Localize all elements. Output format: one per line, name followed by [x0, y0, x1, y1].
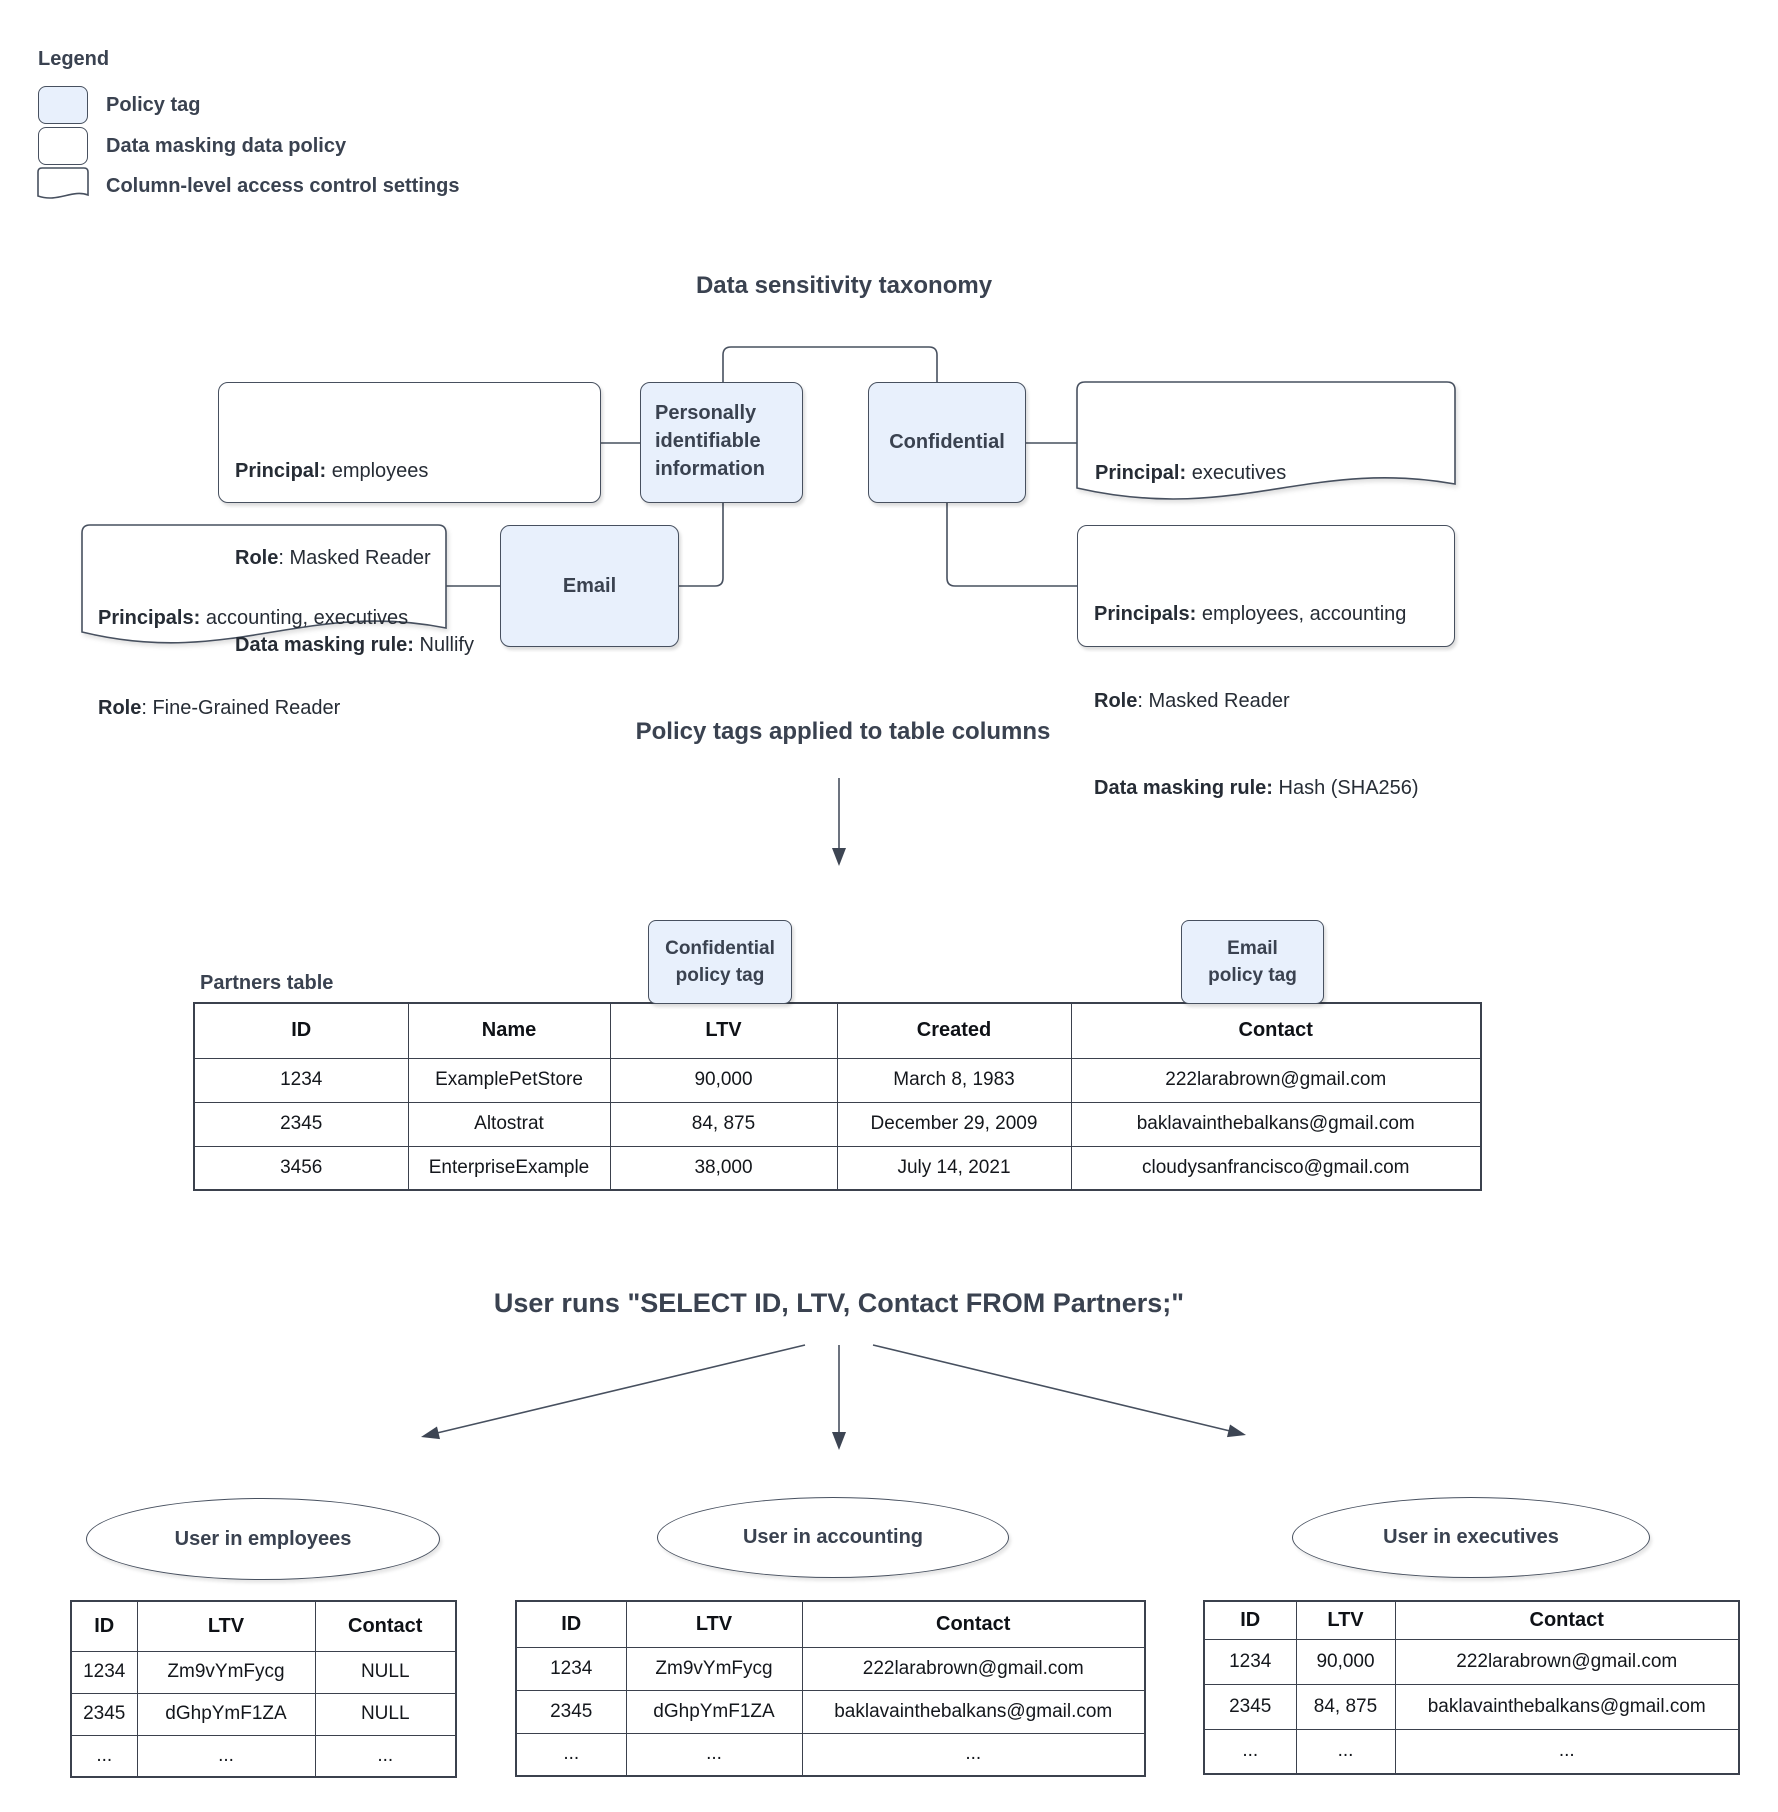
- table-header-row: [516, 1601, 1145, 1647]
- column-header: Contact: [1071, 1003, 1481, 1058]
- table-row: [194, 1146, 1481, 1190]
- legend-item-access-control: Column-level access control settings: [106, 175, 460, 197]
- cell: 2345: [1204, 1684, 1296, 1729]
- cell: ...: [626, 1733, 802, 1776]
- cell: NULL: [315, 1693, 456, 1735]
- policy-tag-confidential-label: Confidential: [889, 431, 1005, 453]
- policy-line: Role: Fine-Grained Reader: [98, 697, 341, 719]
- user-employees-ellipse: [86, 1498, 440, 1580]
- cell: March 8, 1983: [837, 1058, 1071, 1102]
- table-header-row: [194, 1003, 1481, 1058]
- connector-confidential-to-hash-policy: [947, 503, 1077, 586]
- arrow-query-right-shaft: [873, 1345, 1230, 1431]
- column-header: LTV: [137, 1601, 315, 1651]
- connector-email-to-pii: [679, 503, 723, 586]
- email-access-doc-text: [98, 543, 438, 783]
- policy-line: Principals: employees, accounting: [1094, 603, 1407, 625]
- arrowhead-query-right: [1227, 1424, 1248, 1441]
- legend-item-policy-tag: Policy tag: [106, 94, 201, 116]
- cell: 1234: [1204, 1639, 1296, 1684]
- column-header: LTV: [610, 1003, 837, 1058]
- cell: NULL: [315, 1651, 456, 1693]
- email-policy-tag-callout: [1181, 920, 1324, 1004]
- confidential-masking-policy-box: [1077, 525, 1455, 799]
- arrowhead-query-center: [832, 1432, 846, 1450]
- policy-line: Principal: executives: [1095, 462, 1287, 484]
- cell: ...: [71, 1735, 137, 1777]
- confidential-policy-tag-line1: Confidential: [665, 938, 775, 959]
- policy-line: Principal: employees: [235, 460, 429, 482]
- policy-line: Data masking rule: Hash (SHA256): [1094, 777, 1419, 799]
- result-table-executives: [1203, 1600, 1740, 1775]
- query-title: User runs "SELECT ID, LTV, Contact FROM Partners;": [493, 1288, 1185, 1318]
- policy-tag-email-label: Email: [562, 574, 617, 597]
- cell: 2345: [516, 1690, 626, 1733]
- user-accounting-ellipse: [657, 1497, 1009, 1578]
- email-policy-tag-line2: policy tag: [1208, 965, 1297, 986]
- column-header: LTV: [626, 1601, 802, 1647]
- user-executives-label: User in executives: [1383, 1526, 1559, 1548]
- partners-table: [193, 1002, 1482, 1191]
- legend-item-data-policy: Data masking data policy: [106, 135, 347, 157]
- policy-tag-email: [500, 525, 679, 647]
- column-header: Contact: [315, 1601, 456, 1651]
- cell: ...: [802, 1733, 1145, 1776]
- table-row: [516, 1690, 1145, 1733]
- policy-tag-swatch-icon: [38, 86, 88, 124]
- partners-table-label: Partners table: [200, 972, 334, 994]
- cell: ...: [1296, 1729, 1395, 1774]
- user-employees-label: User in employees: [174, 1527, 352, 1550]
- cell: ExamplePetStore: [408, 1058, 610, 1102]
- cell: 222larabrown@gmail.com: [1071, 1058, 1481, 1102]
- cell: EnterpriseExample: [408, 1146, 610, 1190]
- column-header: Contact: [802, 1601, 1145, 1647]
- data-policy-swatch-icon: [38, 127, 88, 165]
- table-row: [1204, 1684, 1739, 1729]
- confidential-policy-tag-callout: [648, 920, 792, 1004]
- cell: Zm9vYmFycg: [137, 1651, 315, 1693]
- table-row: [516, 1733, 1145, 1776]
- confidential-policy-tag-line2: policy tag: [675, 965, 765, 986]
- cell: 2345: [194, 1102, 408, 1146]
- legend-title: Legend: [38, 48, 110, 70]
- column-header: Contact: [1395, 1601, 1739, 1639]
- table-header-row: [71, 1601, 456, 1651]
- cell: 222larabrown@gmail.com: [802, 1647, 1145, 1690]
- table-row: [71, 1735, 456, 1777]
- arrow-query-left-shaft: [437, 1345, 805, 1433]
- cell: Altostrat: [408, 1102, 610, 1146]
- cell: December 29, 2009: [837, 1102, 1071, 1146]
- cell: 2345: [71, 1693, 137, 1735]
- cell: baklavainthebalkans@gmail.com: [1395, 1684, 1739, 1729]
- cell: 1234: [71, 1651, 137, 1693]
- cell: ...: [1204, 1729, 1296, 1774]
- column-header: Name: [408, 1003, 610, 1058]
- access-control-swatch-icon: [38, 168, 88, 198]
- cell: 90,000: [610, 1058, 837, 1102]
- policy-tag-pii: [640, 382, 803, 503]
- cell: baklavainthebalkans@gmail.com: [1071, 1102, 1481, 1146]
- email-policy-tag-line1: Email: [1227, 938, 1278, 959]
- cell: 1234: [194, 1058, 408, 1102]
- cell: ...: [137, 1735, 315, 1777]
- table-header-row: [1204, 1601, 1739, 1639]
- policy-line: Data masking rule: Nullify: [235, 634, 474, 656]
- arrowhead-query-left: [419, 1426, 440, 1443]
- cell: cloudysanfrancisco@gmail.com: [1071, 1146, 1481, 1190]
- cell: dGhpYmF1ZA: [137, 1693, 315, 1735]
- taxonomy-title: Data sensitivity taxonomy: [695, 272, 993, 299]
- column-header: ID: [1204, 1601, 1296, 1639]
- column-header: ID: [516, 1601, 626, 1647]
- cell: July 14, 2021: [837, 1146, 1071, 1190]
- cell: ...: [516, 1733, 626, 1776]
- table-row: [194, 1102, 1481, 1146]
- table-row: [71, 1693, 456, 1735]
- column-header: ID: [71, 1601, 137, 1651]
- policy-line: Principals: accounting, executives: [98, 607, 409, 629]
- user-executives-ellipse: [1292, 1497, 1650, 1578]
- table-row: [516, 1647, 1145, 1690]
- column-header: Created: [837, 1003, 1071, 1058]
- table-row: [194, 1058, 1481, 1102]
- arrowhead-policy-to-table: [832, 848, 846, 866]
- policy-line: Role: Masked Reader: [1094, 690, 1290, 712]
- cell: Zm9vYmFycg: [626, 1647, 802, 1690]
- result-table-employees: [70, 1600, 457, 1778]
- cell: dGhpYmF1ZA: [626, 1690, 802, 1733]
- cell: 38,000: [610, 1146, 837, 1190]
- cell: 90,000: [1296, 1639, 1395, 1684]
- taxonomy-bracket-connector: [723, 347, 937, 382]
- policy-line: Role: Masked Reader: [235, 547, 431, 569]
- table-row: [71, 1651, 456, 1693]
- policy-tag-pii-label: Personally identifiable information: [655, 402, 765, 480]
- cell: 222larabrown@gmail.com: [1395, 1639, 1739, 1684]
- table-row: [1204, 1639, 1739, 1684]
- cell: 1234: [516, 1647, 626, 1690]
- column-header: LTV: [1296, 1601, 1395, 1639]
- result-table-accounting: [515, 1600, 1146, 1777]
- column-header: ID: [194, 1003, 408, 1058]
- cell: 3456: [194, 1146, 408, 1190]
- cell: 84, 875: [1296, 1684, 1395, 1729]
- cell: 84, 875: [610, 1102, 837, 1146]
- cell: ...: [315, 1735, 456, 1777]
- user-accounting-label: User in accounting: [742, 1526, 924, 1548]
- policy-section-title: Policy tags applied to table columns: [635, 718, 1051, 745]
- cell: baklavainthebalkans@gmail.com: [802, 1690, 1145, 1733]
- policy-tag-confidential: [868, 382, 1026, 503]
- table-row: [1204, 1729, 1739, 1774]
- cell: ...: [1395, 1729, 1739, 1774]
